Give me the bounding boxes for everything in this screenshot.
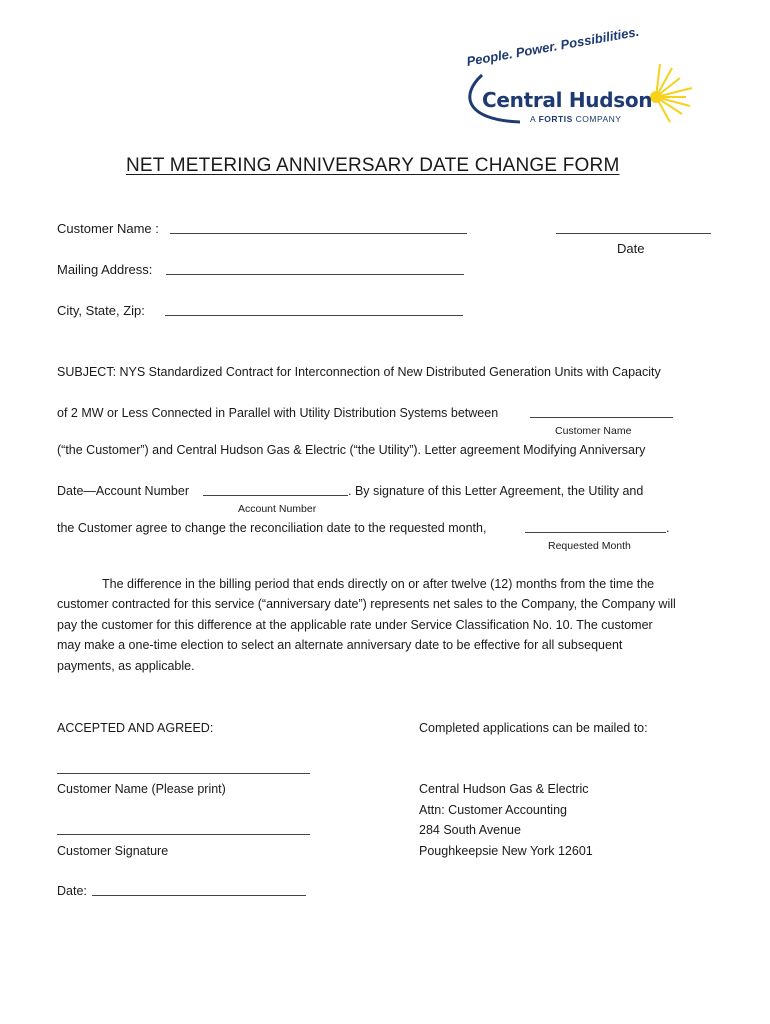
customer-name-label xyxy=(57,221,159,237)
city-state-zip-field[interactable] xyxy=(165,315,463,316)
subject-line-1: SUBJECT: NYS Standardized Contract for Interconnection of New Distributed Generation Units with Capacity xyxy=(57,365,661,379)
subject-line-4b: . By signature of this Letter Agreement, the Utility and xyxy=(348,484,644,498)
mail-heading: Completed applications can be mailed to: xyxy=(419,721,648,735)
subject-line-2: of 2 MW or Less Connected in Parallel with Utility Distribution Systems between xyxy=(57,406,499,420)
form-title: NET METERING ANNIVERSARY DATE CHANGE FORM xyxy=(126,155,620,176)
mailing-address-label: Mailing Address: xyxy=(57,262,153,277)
requested-month-caption: Requested Month xyxy=(548,540,631,552)
subject-line-3: (“the Customer”) and Central Hudson Gas & Electric (“the Utility”). Letter agreement Modifying Anniversary xyxy=(57,443,646,457)
mailing-address-field[interactable] xyxy=(166,274,464,275)
customer-name-print-label: Customer Name (Please print) xyxy=(57,782,226,796)
customer-signature-label: Customer Signature xyxy=(57,844,169,858)
mail-street: 284 South Avenue xyxy=(419,823,521,837)
customer-name-field[interactable] xyxy=(170,233,467,234)
logo-sub-brand: FORTIS xyxy=(538,114,573,124)
body-paragraph xyxy=(57,574,737,676)
requested-month-field[interactable] xyxy=(525,532,666,533)
date-caption: Date xyxy=(617,241,645,256)
mail-city: Poughkeepsie New York 12601 xyxy=(419,844,593,858)
customer-name-caption: Customer Name xyxy=(555,425,632,437)
body-line-2: customer contracted for this service (“anniversary date”) represents net sales to the Company, the Company will xyxy=(57,597,676,612)
logo-name: Central Hudson xyxy=(482,88,653,112)
logo-sub-suffix: COMPANY xyxy=(575,114,622,124)
subject-line-5: the Customer agree to change the reconciliation date to the requested month, xyxy=(57,521,487,535)
subject-line-4a: Date—Account Number xyxy=(57,484,190,498)
company-logo xyxy=(460,23,710,130)
mail-company: Central Hudson Gas & Electric xyxy=(419,782,589,796)
logo-sub-prefix: A xyxy=(530,114,536,124)
accepted-heading: ACCEPTED AND AGREED: xyxy=(57,721,214,735)
logo-tagline: People. Power. Possibilities. xyxy=(465,23,641,69)
subject-line-5-end: . xyxy=(666,521,670,535)
body-line-5: payments, as applicable. xyxy=(57,658,195,673)
date-field[interactable] xyxy=(556,233,711,234)
signature-date-label: Date: xyxy=(57,884,87,898)
body-line-1: The difference in the billing period that ends directly on or after twelve (12) months from the time the xyxy=(102,577,655,591)
body-line-4: may make a one-time election to select an alternate anniversary date to be effective for all subsequent xyxy=(57,638,623,653)
customer-name-print-field[interactable] xyxy=(57,773,310,774)
city-state-zip-label: City, State, Zip: xyxy=(57,303,145,318)
signature-date-field[interactable] xyxy=(92,895,306,896)
logo-sub xyxy=(530,114,621,124)
body-line-3: pay the customer for this difference at the applicable rate under Service Classification No. 10. The customer xyxy=(57,617,653,632)
customer-name-label-text: Customer Name xyxy=(57,221,152,236)
customer-signature-field[interactable] xyxy=(57,834,310,835)
account-number-field[interactable] xyxy=(203,495,348,496)
customer-name-inline-field[interactable] xyxy=(530,417,673,418)
customer-name-sep: : xyxy=(155,221,159,236)
mail-attn: Attn: Customer Accounting xyxy=(419,803,567,817)
account-number-caption: Account Number xyxy=(238,503,317,515)
